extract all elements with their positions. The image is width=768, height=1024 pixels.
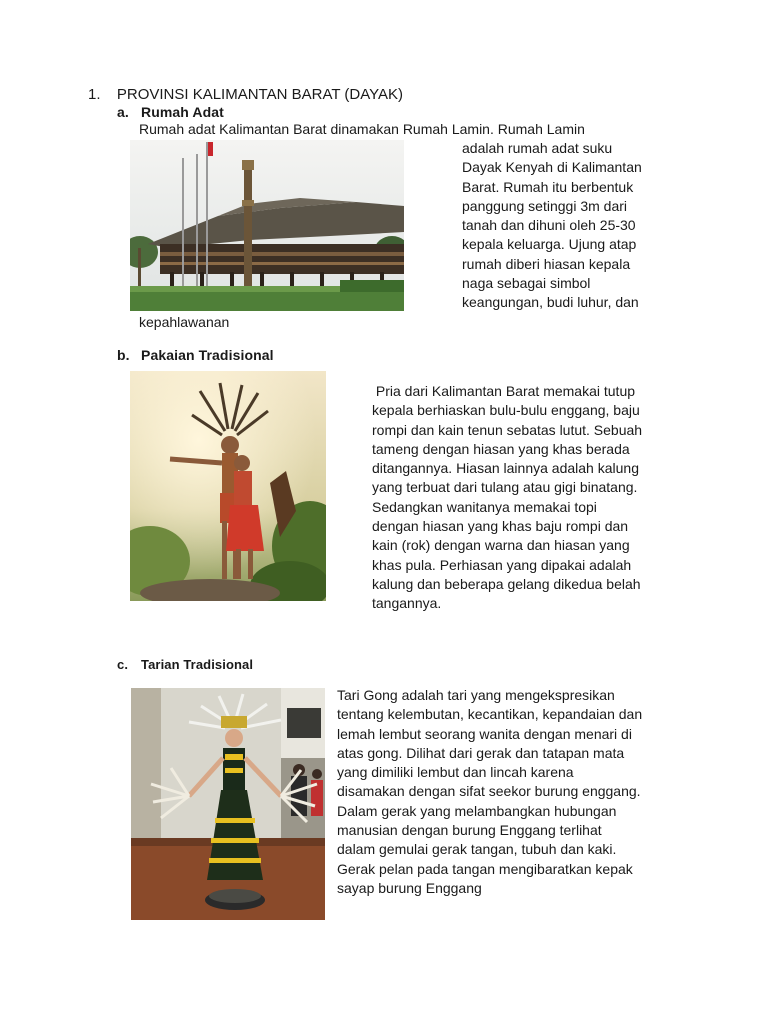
paragraph-line: tentang kelembutan, kecantikan, kepandaian dan — [337, 706, 643, 723]
paragraph-line: yang dimiliki lembut dan lincah karena — [337, 764, 574, 781]
paragraph-line: tanah dan dihuni oleh 25-30 — [462, 217, 636, 234]
paragraph-line: tameng dengan hiasan yang khas berada — [372, 440, 630, 457]
subheading-letter: c. — [117, 657, 129, 672]
paragraph-line: rompi dan kain tenun sebatas lutut. Sebuah — [372, 421, 643, 438]
paragraph-line: Pria dari Kalimantan Barat memakai tutup — [372, 383, 636, 399]
heading-text: PROVINSI KALIMANTAN BARAT (DAYAK) — [116, 86, 404, 103]
photo-pakaian-tradisional — [130, 371, 326, 601]
subheading-title: Tarian Tradisional — [141, 657, 254, 672]
paragraph-line: Gerak pelan pada tangan mengibaratkan kepak — [337, 860, 633, 877]
paragraph-line: tangannya. — [372, 595, 442, 612]
paragraph-line: Tari Gong adalah tari yang mengekspresikan — [337, 687, 615, 703]
photo-tari-gong — [131, 688, 325, 920]
paragraph-tarian-tradisional — [337, 686, 642, 898]
subheading-pakaian-tradisional — [117, 347, 274, 363]
paragraph-line: Dalam gerak yang melambangkan hubungan — [337, 802, 617, 819]
heading-number: 1. — [88, 86, 101, 103]
paragraph-line: adalah rumah adat suku — [462, 140, 613, 156]
paragraph-line: manusian dengan burung Enggang terlihat — [337, 822, 602, 839]
subheading-tarian-tradisional — [117, 657, 253, 672]
paragraph-line: Barat. Rumah itu berbentuk — [462, 178, 634, 195]
paragraph-pakaian-tradisional — [372, 382, 642, 614]
paragraph-line: rumah diberi hiasan kepala — [462, 255, 631, 272]
subheading-rumah-adat — [117, 104, 224, 120]
paragraph-line: kepala berhiaskan bulu-bulu enggang, baju — [372, 402, 640, 419]
subheading-letter: b. — [117, 347, 130, 363]
paragraph-line: panggung setinggi 3m dari — [462, 197, 628, 214]
paragraph-line: dalam gemulai gerak tangan, tubuh dan kaki. — [337, 841, 617, 858]
paragraph-line: Dayak Kenyah di Kalimantan — [462, 159, 642, 176]
paragraph-line: kepala keluarga. Ujung atap — [462, 236, 637, 253]
photo-rumah-lamin — [130, 140, 404, 311]
paragraph-line: kepahlawanan — [139, 314, 230, 330]
paragraph-line: disamakan dengan sifat seekor burung enggang. — [337, 783, 641, 800]
paragraph-line: khas pula. Perhiasan yang dipakai adalah — [372, 556, 632, 573]
paragraph-line: keangungan, budi luhur, dan — [462, 294, 639, 311]
paragraph-line: Rumah adat Kalimantan Barat dinamakan Rumah Lamin. Rumah Lamin — [139, 121, 585, 137]
paragraph-line: kain (rok) dengan warna dan hiasan yang — [372, 537, 630, 554]
paragraph-line: sayap burung Enggang — [337, 879, 482, 896]
paragraph-line: atas gong. Dilihat dari gerak dan tatapan mata — [337, 744, 625, 761]
paragraph-line: Sedangkan wanitanya memakai topi — [372, 498, 597, 515]
paragraph-line: naga sebagai simbol — [462, 275, 591, 292]
paragraph-line: ditangannya. Hiasan lainnya adalah kalung — [372, 460, 639, 477]
paragraph-rumah-adat — [462, 139, 642, 313]
paragraph-line: lemah lembut seorang wanita dengan menari di — [337, 725, 632, 742]
subheading-title: Rumah Adat — [141, 104, 224, 120]
section-heading — [88, 86, 403, 103]
paragraph-line: kalung dan beberapa gelang dikedua belah — [372, 575, 641, 592]
subheading-letter: a. — [117, 104, 129, 120]
subheading-title: Pakaian Tradisional — [141, 347, 274, 363]
paragraph-line: dengan hiasan yang khas baju rompi dan — [372, 518, 629, 535]
paragraph-line: yang terbuat dari tulang atau gigi binatang. — [372, 479, 638, 496]
